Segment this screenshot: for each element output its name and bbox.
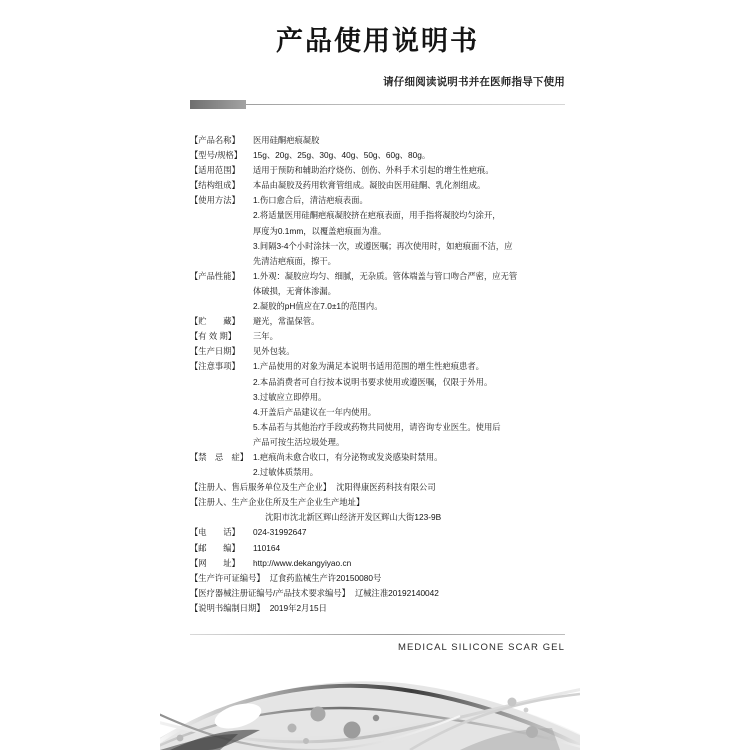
section-contraindications (190, 450, 570, 465)
footer-divider (190, 634, 565, 635)
section-value: 本品由凝胶及药用软膏管组成。凝胶由医用硅酮、乳化剂组成。 (253, 180, 486, 191)
bubble-dot (549, 735, 555, 741)
section-website (190, 556, 570, 571)
caution-item: 1.产品使用的对象为满足本说明书适用范围的增生性疤痕患者。 (253, 361, 484, 372)
usage-item: 厚度为0.1mm，以覆盖疤痕面为准。 (253, 225, 387, 236)
section-label: 【医疗器械注册证编号/产品技术要求编号】 (190, 587, 350, 598)
usage-item: 1.伤口愈合后，清洁疤痕表面。 (253, 195, 368, 206)
section-label: 【适用范围】 (190, 165, 240, 176)
section-label: 【说明书编制日期】 (190, 602, 265, 613)
section-registrant (190, 480, 570, 495)
caution-item: 4.开盖后产品建议在一年内使用。 (253, 406, 377, 417)
page-title: 产品使用说明书 (276, 26, 479, 56)
section-label: 【使用方法】 (190, 195, 240, 206)
section-value: 110164 (253, 542, 281, 553)
section-scope (190, 163, 570, 178)
section-postcode (190, 541, 570, 556)
section-phone (190, 525, 570, 540)
section-label: 【生产日期】 (190, 346, 240, 357)
contraindication-item: 2.过敏体质禁用。 (253, 467, 318, 478)
performance-item: 体破损，无膏体渗漏。 (253, 285, 336, 296)
section-label: 【产品性能】 (190, 270, 240, 281)
section-revision-date (190, 601, 570, 616)
section-performance (190, 269, 570, 284)
section-label: 【网 址】 (190, 557, 240, 568)
section-label: 【贮 藏】 (190, 316, 240, 327)
bubble-dot (303, 738, 309, 744)
usage-item: 2.将适量医用硅酮疤痕凝胶挤在疤痕表面，用手指将凝胶均匀涂开， (253, 210, 501, 221)
section-license (190, 571, 570, 586)
bubble-dot (508, 698, 517, 707)
section-label: 【注意事项】 (190, 361, 240, 372)
document-body (190, 133, 570, 616)
document-footer (190, 634, 565, 750)
section-address-value: 沈阳市沈北新区辉山经济开发区辉山大街123-9B (265, 512, 442, 523)
section-value: 医用硅酮疤痕凝胶 (253, 135, 320, 145)
section-value: 15g、20g、25g、30g、40g、50g、60g、80g。 (253, 150, 431, 161)
bubble-dot (311, 707, 326, 722)
section-label: 【注册人、售后服务单位及生产企业】 (190, 482, 332, 493)
bubble-dot (177, 735, 184, 742)
section-label: 【生产许可证编号】 (190, 572, 265, 583)
header-divider (190, 100, 565, 109)
section-label: 【禁 忌 症】 (190, 451, 249, 462)
section-value: 三年。 (253, 331, 278, 342)
usage-item: 先清洁疤痕面，擦干。 (253, 255, 336, 266)
section-label: 【邮 编】 (190, 542, 240, 553)
section-label: 【电 话】 (190, 527, 240, 538)
section-production-date (190, 344, 570, 359)
caution-item: 5.本品若与其他治疗手段或药物共同使用，请咨询专业医生。使用后 (253, 421, 501, 432)
section-validity (190, 329, 570, 344)
section-label: 【型号/规格】 (190, 150, 243, 161)
section-product-name (190, 133, 570, 148)
website-url[interactable]: http://www.dekangyiyao.cn (253, 557, 352, 568)
section-storage (190, 314, 570, 329)
section-model-spec (190, 148, 570, 163)
section-value: 024-31992647 (253, 527, 307, 538)
section-label: 【产品名称】 (190, 135, 240, 145)
section-value: 避光，常温保管。 (253, 316, 320, 327)
section-registration (190, 586, 570, 601)
section-value: 沈阳得康医药科技有限公司 (336, 482, 436, 493)
section-address-label: 【注册人、生产企业住所及生产企业生产地址】 (190, 497, 365, 508)
bubble-dot (344, 722, 361, 739)
document-header (190, 24, 565, 89)
section-label: 【有 效 期】 (190, 331, 237, 342)
header-subtitle: 请仔细阅读说明书并在医师指导下使用 (383, 76, 565, 88)
section-cautions (190, 359, 570, 374)
bubble-dot (524, 708, 529, 713)
divider-accent-block (190, 100, 246, 109)
section-value: 适用于预防和辅助治疗烧伤、创伤、外科手术引起的增生性疤痕。 (253, 165, 494, 176)
divider-line (190, 104, 565, 105)
performance-item: 2.凝胶的pH值应在7.0±1的范围内。 (253, 301, 383, 312)
section-label: 【结构组成】 (190, 180, 240, 191)
section-value: 见外包装。 (253, 346, 295, 357)
section-value: 辽械注准20192140042 (354, 587, 439, 598)
section-value: 2019年2月15日 (269, 602, 327, 613)
performance-item: 1.外观：凝胶应均匀、细腻，无杂质。管体端盖与管口吻合严密，应无管 (253, 270, 518, 281)
caution-item: 产品可按生活垃圾处理。 (253, 436, 345, 447)
bubble-dot (288, 724, 297, 733)
section-value: 辽食药监械生产许20150080号 (269, 572, 382, 583)
bubble-dot (526, 726, 538, 738)
bubble-dot (373, 715, 379, 721)
section-usage (190, 193, 570, 208)
section-composition (190, 178, 570, 193)
caution-item: 3.过敏应立即停用。 (253, 391, 327, 402)
contraindication-item: 1.疤痕尚未愈合收口，有分泌物或发炎感染时禁用。 (253, 451, 443, 462)
usage-item: 3.间隔3-4个小时涂抹一次，或遵医嘱；再次使用时，如疤痕面不洁，应 (253, 240, 513, 251)
footer-caption: MEDICAL SILICONE SCAR GEL (397, 642, 565, 653)
caution-item: 2.本品消费者可自行按本说明书要求使用或遵医嘱，仅限于外用。 (253, 376, 493, 387)
decorative-wave-graphic (160, 658, 580, 750)
